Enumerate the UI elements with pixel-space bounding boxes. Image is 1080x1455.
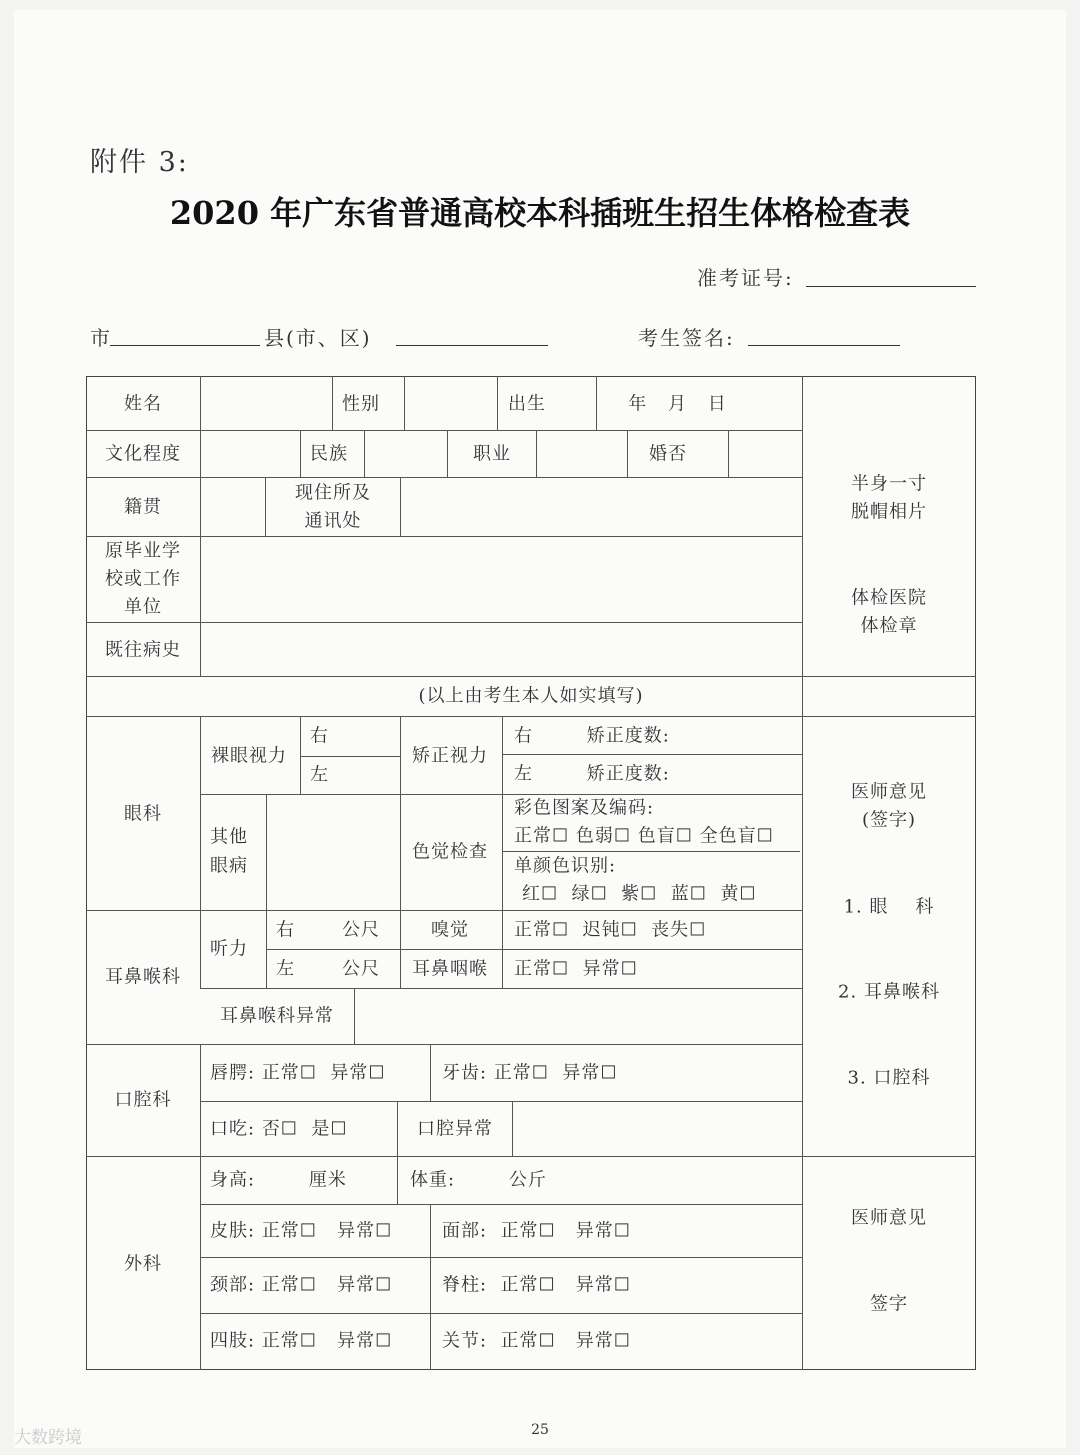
neck-options[interactable]: 颈部: 正常☐ 异常☐ bbox=[210, 1274, 393, 1296]
surgery-doctor-opinion: 医师意见 bbox=[851, 1207, 927, 1229]
naked-vision-label: 裸眼视力 bbox=[211, 745, 287, 767]
doctor-sign-paren: (签字) bbox=[861, 809, 917, 831]
limbs-options[interactable]: 四肢: 正常☐ 异常☐ bbox=[210, 1330, 393, 1352]
single-color-label: 单颜色识别: bbox=[514, 855, 617, 877]
ent-abnormal-label: 耳鼻喉科异常 bbox=[220, 1005, 334, 1027]
doctor-item-oral: 3. 口腔科 bbox=[847, 1067, 931, 1089]
throat-options[interactable]: 正常☐ 异常☐ bbox=[514, 958, 638, 980]
doctor-item-eye: 1. 眼 科 bbox=[843, 896, 935, 918]
name-label: 姓名 bbox=[124, 393, 162, 415]
gender-label: 性别 bbox=[342, 393, 380, 415]
doctor-item-ent: 2. 耳鼻喉科 bbox=[838, 981, 940, 1003]
school-label-line2: 校或工作 bbox=[105, 568, 181, 590]
other-eye-disease-line2: 眼病 bbox=[210, 855, 248, 877]
school-label-line3: 单位 bbox=[124, 596, 162, 618]
marital-label: 婚否 bbox=[649, 443, 687, 465]
oral-section-label: 口腔科 bbox=[114, 1089, 172, 1111]
color-vision-label: 色觉检查 bbox=[412, 841, 488, 863]
medical-history-label: 既往病史 bbox=[105, 639, 181, 661]
signature-label: 考生签名: bbox=[638, 326, 735, 350]
stutter-options[interactable]: 口吃: 否☐ 是☐ bbox=[210, 1118, 348, 1140]
smell-options[interactable]: 正常☐ 迟钝☐ 丧失☐ bbox=[514, 919, 707, 941]
surgery-doctor-sign: 签字 bbox=[870, 1293, 908, 1315]
exam-no-field[interactable] bbox=[806, 286, 976, 287]
education-label: 文化程度 bbox=[105, 443, 181, 465]
ethnicity-label: 民族 bbox=[310, 443, 348, 465]
attachment-label: 附件 3: bbox=[90, 147, 189, 178]
spine-options[interactable]: 脊柱: 正常☐ 异常☐ bbox=[442, 1274, 631, 1296]
throat-label: 耳鼻咽喉 bbox=[412, 958, 488, 980]
exam-no-label: 准考证号: bbox=[697, 266, 794, 290]
lips-options[interactable]: 唇腭: 正常☐ 异常☐ bbox=[210, 1062, 386, 1084]
other-eye-disease-line1: 其他 bbox=[210, 826, 248, 848]
weight-label: 体重: 公斤 bbox=[410, 1169, 547, 1191]
joints-options[interactable]: 关节: 正常☐ 异常☐ bbox=[442, 1330, 631, 1352]
birth-date-label: 年 月 日 bbox=[628, 393, 734, 415]
ent-section-label: 耳鼻喉科 bbox=[105, 966, 181, 988]
address-label-line1: 现住所及 bbox=[295, 482, 371, 504]
city-field[interactable] bbox=[110, 345, 260, 346]
corrected-vision-label: 矫正视力 bbox=[412, 745, 488, 767]
city-label: 市 bbox=[90, 326, 112, 350]
occupation-label: 职业 bbox=[473, 443, 511, 465]
face-options[interactable]: 面部: 正常☐ 异常☐ bbox=[442, 1220, 631, 1242]
photo-label-line1: 半身一寸 bbox=[851, 473, 927, 495]
county-label: 县(市、区) bbox=[264, 326, 372, 350]
color-pattern-label: 彩色图案及编码: bbox=[514, 797, 655, 819]
corrected-left-label: 左 矫正度数: bbox=[514, 763, 670, 785]
native-place-label: 籍贯 bbox=[124, 496, 162, 518]
oral-abnormal-label: 口腔异常 bbox=[417, 1118, 493, 1140]
color-pattern-options[interactable]: 正常☐ 色弱☐ 色盲☐ 全色盲☐ bbox=[514, 825, 774, 847]
teeth-options[interactable]: 牙齿: 正常☐ 异常☐ bbox=[442, 1062, 618, 1084]
hearing-right-label: 右 公尺 bbox=[276, 919, 381, 941]
birth-label: 出生 bbox=[508, 393, 546, 415]
hearing-label: 听力 bbox=[210, 938, 248, 960]
surgery-section-label: 外科 bbox=[124, 1253, 162, 1275]
self-fill-note: (以上由考生本人如实填写) bbox=[418, 685, 644, 707]
signature-field[interactable] bbox=[748, 345, 900, 346]
single-color-options[interactable]: 红☐ 绿☐ 紫☐ 蓝☐ 黄☐ bbox=[522, 883, 757, 905]
naked-right-label: 右 bbox=[310, 725, 329, 747]
school-label-line1: 原毕业学 bbox=[105, 540, 181, 562]
naked-left-label: 左 bbox=[310, 764, 329, 786]
address-label-line2: 通讯处 bbox=[304, 510, 362, 532]
corrected-right-label: 右 矫正度数: bbox=[514, 725, 670, 747]
skin-options[interactable]: 皮肤: 正常☐ 异常☐ bbox=[210, 1220, 393, 1242]
stamp-label-line2: 体检章 bbox=[860, 615, 918, 637]
photo-label-line2: 脱帽相片 bbox=[851, 501, 927, 523]
smell-label: 嗅觉 bbox=[431, 919, 469, 941]
form-title: 2020 年广东省普通高校本科插班生招生体格检查表 bbox=[169, 194, 911, 232]
eye-section-label: 眼科 bbox=[124, 803, 162, 825]
doctor-opinion-label: 医师意见 bbox=[851, 781, 927, 803]
county-field[interactable] bbox=[396, 345, 548, 346]
height-label: 身高: 厘米 bbox=[210, 1169, 347, 1191]
stamp-label-line1: 体检医院 bbox=[851, 587, 927, 609]
hearing-left-label: 左 公尺 bbox=[276, 958, 381, 980]
watermark: 大数跨境 bbox=[14, 1428, 82, 1448]
page-number: 25 bbox=[531, 1422, 549, 1438]
